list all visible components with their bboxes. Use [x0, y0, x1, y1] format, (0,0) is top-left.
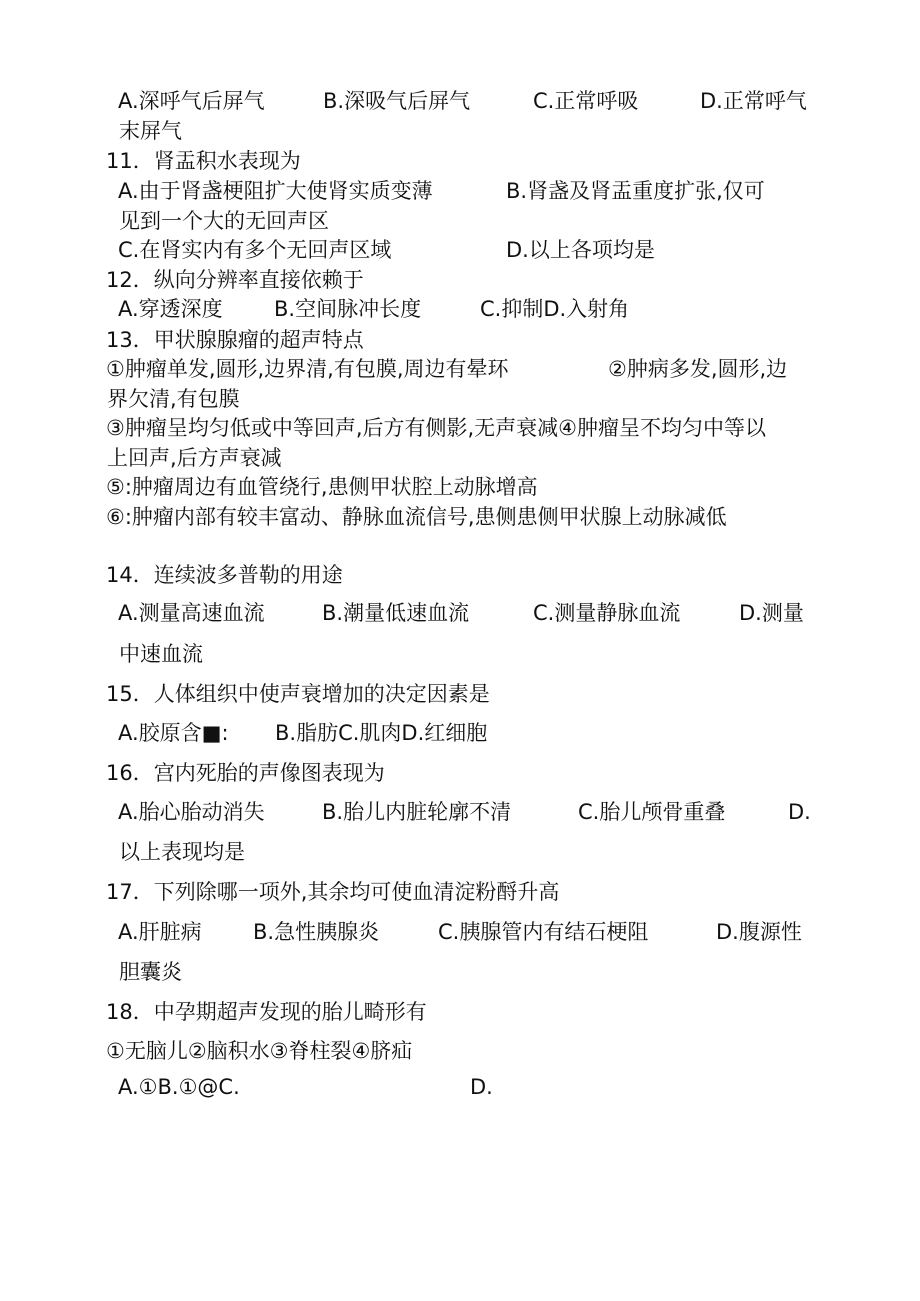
q14-option-d: D.测量 — [739, 601, 804, 625]
q18-options-line — [118, 1073, 493, 1157]
q10-option-c: C.正常呼吸 — [533, 89, 639, 113]
q14-option-b: B.潮量低速血流 — [322, 601, 470, 625]
q13-stem: 13．甲状腺腺瘤的超声特点 — [106, 328, 364, 352]
q18-items: ①无脑儿②脑积水③脊柱裂④脐疝 — [106, 1039, 413, 1063]
q16-option-a: A.胎心胎动消失 — [118, 800, 265, 824]
q11-stem: 11．肾盂积水表现为 — [106, 149, 301, 173]
q13-statement-2-continued: 界欠清,有包膜 — [107, 387, 240, 411]
q11-option-a: A.由于肾盏梗阻扩大使肾实质变薄 — [118, 179, 433, 203]
q17-option-d: D.腹源性 — [716, 920, 802, 944]
q17-option-a: A.肝脏病 — [118, 920, 202, 944]
q13-statement-1: ①肿瘤单发,圆形,边界清,有包膜,周边有晕环 — [106, 357, 509, 381]
q15-stem: 15．人体组织中使声衰增加的决定因素是 — [106, 682, 490, 706]
q13-statement-6: ⑥:肿瘤内部有较丰富动、静脉血流信号,患侧患侧甲状腺上动脉减低 — [106, 505, 727, 529]
q13-statement-2: ②肿病多发,圆形,边 — [608, 357, 788, 381]
q11-option-b-continued: 见到一个大的无回声区 — [119, 209, 329, 233]
q16-option-c: C.胎儿颅骨重叠 — [578, 800, 726, 824]
q14-stem: 14．连续波多普勒的用途 — [106, 563, 343, 587]
q12-option-a: A.穿透深度 — [118, 297, 223, 321]
q15-option-bcd: B.脂肪C.肌肉D.红细胞 — [275, 721, 488, 745]
q17-option-b: B.急性胰腺炎 — [253, 920, 380, 944]
q18-stem: 18．中孕期超声发现的胎儿畸形有 — [106, 1000, 427, 1024]
q17-option-d-continued: 胆囊炎 — [119, 960, 182, 984]
q11-option-c: C.在肾实内有多个无回声区域 — [118, 238, 392, 262]
q13-statements-3-4: ③肿瘤呈均匀低或中等回声,后方有侧影,无声衰减④肿瘤呈不均匀中等以 — [106, 416, 767, 440]
q14-option-a: A.测量高速血流 — [118, 601, 265, 625]
q10-option-b: B.深吸气后屏气 — [323, 89, 471, 113]
q12-option-cd: C.抑制D.入射角 — [480, 297, 630, 321]
q12-stem: 12．纵向分辨率直接依赖于 — [106, 268, 364, 292]
q16-option-d-continued: 以上表现均是 — [119, 840, 245, 864]
q16-stem: 16．宫内死胎的声像图表现为 — [106, 761, 385, 785]
q13-statement-5: ⑤:肿瘤周边有血管绕行,患侧甲状腔上动脉增高 — [106, 475, 538, 499]
q16-option-b: B.胎儿内脏轮廓不清 — [322, 800, 512, 824]
q11-option-d: D.以上各项均是 — [506, 238, 655, 262]
q14-option-c: C.测量静脉血流 — [533, 601, 681, 625]
q14-option-d-continued: 中速血流 — [119, 642, 203, 666]
q15-option-a: A.胶原含■: — [118, 721, 229, 745]
q17-stem: 17．下列除哪一项外,其余均可使血清淀粉酹升高 — [106, 880, 560, 904]
q12-option-b: B.空间脉冲长度 — [274, 297, 422, 321]
q18-option-abc: A.①B.①@C. — [118, 1075, 240, 1099]
q10-option-a: A.深呼气后屏气 — [118, 89, 265, 113]
q10-option-d-continued: 末屏气 — [119, 119, 182, 143]
q16-option-d: D. — [788, 800, 811, 824]
q10-option-d: D.正常呼气 — [700, 89, 807, 113]
q18-option-d: D. — [470, 1075, 493, 1099]
q11-option-b: B.肾盏及肾盂重度扩张,仅可 — [506, 179, 765, 203]
q13-statement-4-continued: 上回声,后方声衰减 — [107, 446, 282, 470]
q17-option-c: C.胰腺管内有结石梗阻 — [438, 920, 649, 944]
